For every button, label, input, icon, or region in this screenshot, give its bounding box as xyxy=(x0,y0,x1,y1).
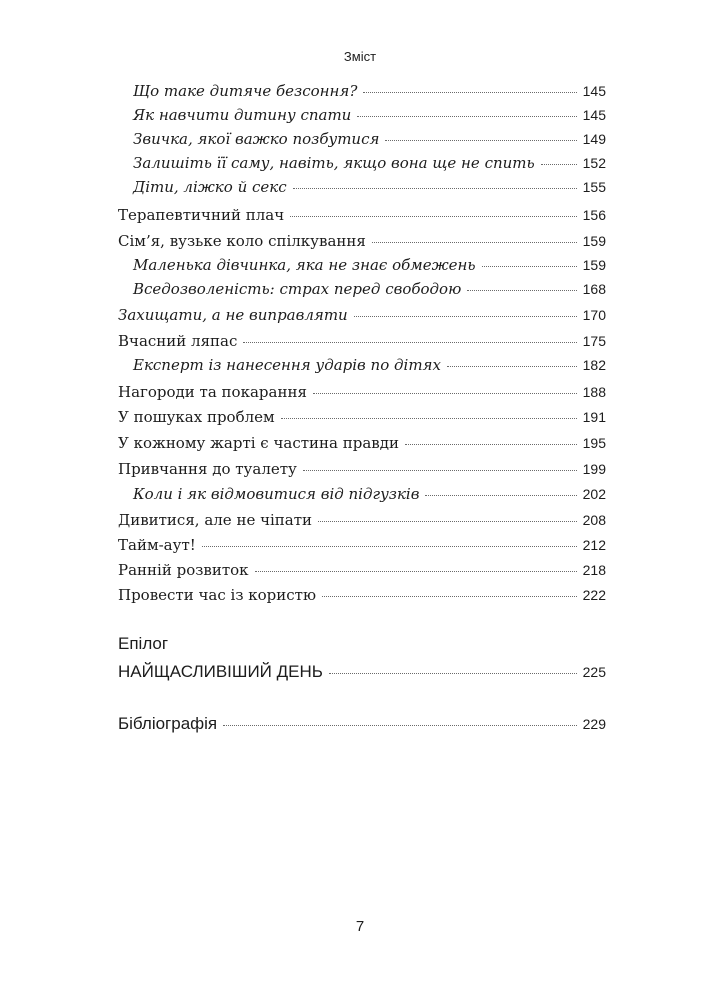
toc-entry xyxy=(118,332,606,350)
toc-entry-page: 199 xyxy=(582,461,606,477)
toc-entry-page: 222 xyxy=(582,587,606,603)
dot-leader xyxy=(322,596,577,597)
toc-entry-title: У пошуках проблем xyxy=(118,408,275,426)
toc-entry xyxy=(133,178,606,196)
toc-entry-title: Нагороди та покарання xyxy=(118,383,307,401)
toc-entry xyxy=(133,280,606,298)
toc-entry-title: Бібліографія xyxy=(118,714,218,733)
toc-entry-page: 191 xyxy=(582,409,606,425)
toc-entry xyxy=(118,460,606,478)
toc-entry-page: 182 xyxy=(582,357,606,373)
dot-leader xyxy=(290,216,577,217)
toc-entry xyxy=(118,536,606,554)
dot-leader xyxy=(372,242,577,243)
toc-entry-title: Залишіть її саму, навіть, якщо вона ще не спить xyxy=(133,154,535,172)
toc-entry-page: 188 xyxy=(582,384,606,400)
dot-leader xyxy=(255,571,577,572)
epilogue-label: Епілог xyxy=(118,634,169,653)
toc-entry xyxy=(118,206,606,224)
toc-entry-page: 149 xyxy=(582,131,606,147)
toc-entry-page: 208 xyxy=(582,512,606,528)
toc-entry-page: 159 xyxy=(582,233,606,249)
toc-entry-title: Вчасний ляпас xyxy=(118,332,238,350)
toc-entry-title: Звичка, якої важко позбутися xyxy=(133,130,380,148)
dot-leader xyxy=(303,470,577,471)
toc-entry-title: Терапевтичний плач xyxy=(118,206,285,224)
toc-entry-title: Ранній розвиток xyxy=(118,561,249,579)
toc-entry xyxy=(118,586,606,604)
toc-entry-title: Захищати, а не виправляти xyxy=(118,306,348,324)
toc-entry-title: Сім’я, вузьке коло спілкування xyxy=(118,232,366,250)
toc-entry-page: 145 xyxy=(582,107,606,123)
toc-entry xyxy=(118,383,606,401)
toc-entry-page: 212 xyxy=(582,537,606,553)
toc-entry-page: 202 xyxy=(582,486,606,502)
toc-entry-page: 229 xyxy=(582,716,606,732)
dot-leader xyxy=(243,342,576,343)
dot-leader xyxy=(425,495,576,496)
dot-leader xyxy=(447,366,577,367)
toc-entry-epilogue xyxy=(118,662,606,682)
toc-entry xyxy=(118,408,606,426)
dot-leader xyxy=(354,316,577,317)
dot-leader xyxy=(482,266,577,267)
toc-entry xyxy=(118,561,606,579)
page-number: 7 xyxy=(355,918,365,935)
toc-entry-title: Маленька дівчинка, яка не знає обмежень xyxy=(133,256,476,274)
toc-entry-page: 175 xyxy=(582,333,606,349)
toc-entry-page: 156 xyxy=(582,207,606,223)
dot-leader xyxy=(202,546,577,547)
toc-entry-page: 225 xyxy=(582,664,606,680)
toc-entry xyxy=(133,485,606,503)
toc-entry-page: 145 xyxy=(582,83,606,99)
toc-entry xyxy=(118,511,606,529)
toc-entry xyxy=(133,82,606,100)
running-header: Зміст xyxy=(343,49,377,64)
toc-entry-page: 168 xyxy=(582,281,606,297)
toc-entry xyxy=(133,106,606,124)
toc-entry xyxy=(133,154,606,172)
dot-leader xyxy=(313,393,577,394)
toc-entry-bibliography xyxy=(118,714,606,734)
toc-entry-page: 170 xyxy=(582,307,606,323)
toc-entry-title: Як навчити дитину спати xyxy=(133,106,352,124)
toc-entry xyxy=(133,356,606,374)
toc-entry-title: Коли і як відмовитися від підгузків xyxy=(133,485,420,503)
toc-entry-title: Провести час із користю xyxy=(118,586,317,604)
toc-entry-title: НАЙЩАСЛИВІШИЙ ДЕНЬ xyxy=(118,662,323,681)
toc-entry-title: Що таке дитяче безсоння? xyxy=(133,82,358,100)
toc-entry xyxy=(118,232,606,250)
toc-entry-title: Діти, ліжко й секс xyxy=(133,178,287,196)
dot-leader xyxy=(467,290,576,291)
dot-leader xyxy=(293,188,577,189)
dot-leader xyxy=(329,673,577,674)
toc-entry-page: 155 xyxy=(582,179,606,195)
dot-leader xyxy=(357,116,576,117)
toc-entry-page: 152 xyxy=(582,155,606,171)
toc-entry-page: 218 xyxy=(582,562,606,578)
toc-entry-title: Експерт із нанесення ударів по дітях xyxy=(133,356,441,374)
dot-leader xyxy=(223,725,577,726)
toc-entry-title: Дивитися, але не чіпати xyxy=(118,511,313,529)
toc-entry xyxy=(118,434,606,452)
toc-entry-title: Вседозволеність: страх перед свободою xyxy=(133,280,462,298)
toc-entry-page: 195 xyxy=(582,435,606,451)
toc-entry-title: Привчання до туалету xyxy=(118,460,297,478)
dot-leader xyxy=(541,164,577,165)
toc-entry xyxy=(133,130,606,148)
dot-leader xyxy=(405,444,577,445)
toc-entry-title: Тайм-аут! xyxy=(118,536,196,554)
dot-leader xyxy=(281,418,577,419)
toc-entry-title: У кожному жарті є частина правди xyxy=(118,434,399,452)
toc-entry-page: 159 xyxy=(582,257,606,273)
dot-leader xyxy=(385,140,576,141)
toc-entry xyxy=(118,306,606,324)
dot-leader xyxy=(363,92,576,93)
dot-leader xyxy=(318,521,577,522)
toc-entry xyxy=(133,256,606,274)
